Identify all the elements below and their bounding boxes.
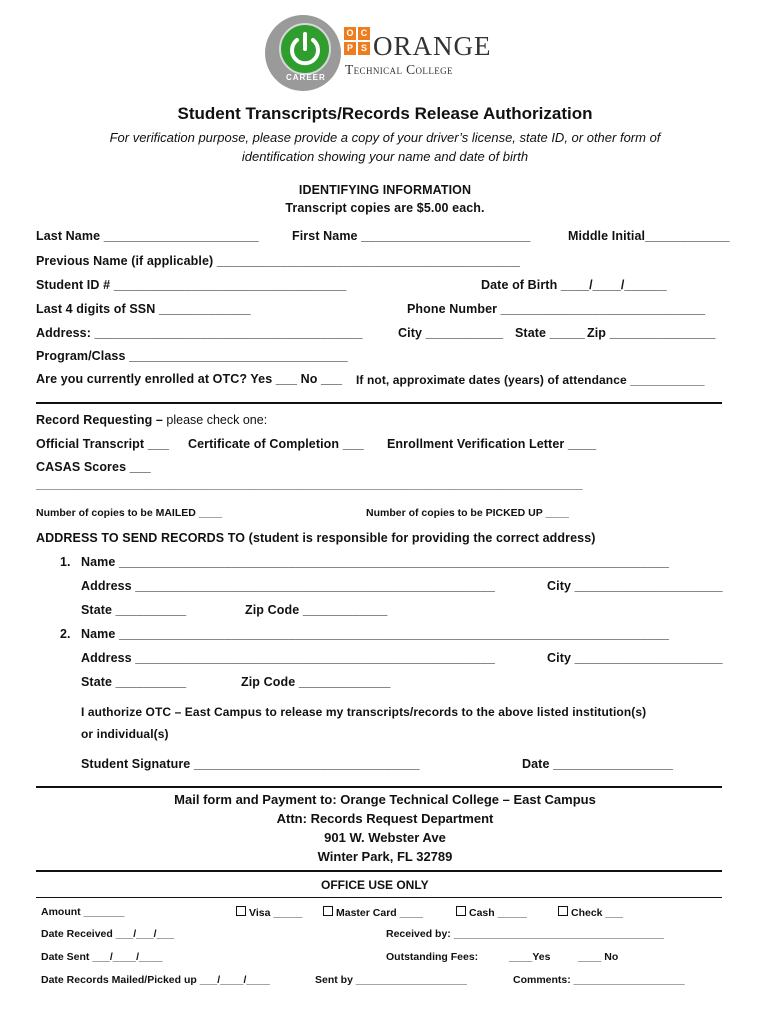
recipient-1-state[interactable]: State __________ (81, 603, 187, 617)
fees-yes-option[interactable]: ____Yes (509, 951, 551, 963)
phone-field[interactable]: Phone Number _____________________________ (407, 302, 706, 316)
visa-option[interactable]: Visa _____ (236, 906, 303, 919)
cash-checkbox[interactable] (456, 906, 466, 916)
date-received-field[interactable]: Date Received ___/___/___ (41, 928, 175, 940)
copies-picked-up-field[interactable]: Number of copies to be PICKED UP ____ (366, 507, 569, 519)
zip-field[interactable]: Zip _______________ (587, 326, 716, 340)
date-sent-field[interactable]: Date Sent ___/____/____ (41, 951, 163, 963)
dob-field[interactable]: Date of Birth ____/____/______ (481, 278, 667, 292)
student-id-field[interactable]: Student ID # _________________________________ (36, 278, 347, 292)
master-card-checkbox[interactable] (323, 906, 333, 916)
received-by-field[interactable]: Received by: ____________________________________ (386, 928, 664, 940)
comments-field[interactable]: Comments: ___________________ (513, 974, 685, 986)
recipient-2-address[interactable]: Address ___________________________________________________ (81, 651, 495, 665)
section-divider (36, 870, 722, 872)
check-checkbox[interactable] (558, 906, 568, 916)
address-field[interactable]: Address: ______________________________________ (36, 326, 363, 340)
student-signature-field[interactable]: Student Signature ________________________________ (81, 757, 420, 771)
authorization-text-1: I authorize OTC – East Campus to release my transcripts/records to the above listed institution(s) (81, 705, 647, 719)
recipient-1-address[interactable]: Address ___________________________________________________ (81, 579, 495, 593)
mail-line-4: Winter Park, FL 32789 (317, 849, 453, 864)
address-section-heading: ADDRESS TO SEND RECORDS TO (student is responsible for providing the correct address) (36, 531, 596, 545)
enrolled-question[interactable]: Are you currently enrolled at OTC? Yes ___ No ___ (36, 372, 343, 386)
recipient-1-name[interactable]: Name ______________________________________________________________________________ (81, 555, 670, 569)
subtitle-line-1: For verification purpose, please provide a copy of your driver’s license, state ID, or other form of (109, 130, 661, 145)
outstanding-fees-label: Outstanding Fees: (386, 951, 479, 963)
certificate-option[interactable]: Certificate of Completion ___ (188, 437, 364, 451)
visa-checkbox[interactable] (236, 906, 246, 916)
ssn-field[interactable]: Last 4 digits of SSN _____________ (36, 302, 251, 316)
enrollment-letter-option[interactable]: Enrollment Verification Letter ____ (387, 437, 597, 451)
item-number-1: 1. (60, 555, 71, 569)
logo-career-text: CAREER (286, 73, 326, 82)
recipient-2-state[interactable]: State __________ (81, 675, 187, 689)
first-name-field[interactable]: First Name ________________________ (292, 229, 531, 243)
section-divider (36, 786, 722, 788)
program-field[interactable]: Program/Class _______________________________ (36, 349, 348, 363)
middle-initial-field[interactable]: Middle Initial____________ (568, 229, 730, 243)
attendance-field[interactable]: If not, approximate dates (years) of attendance ___________ (356, 373, 705, 387)
sent-by-field[interactable]: Sent by ___________________ (315, 974, 467, 986)
recipient-1-city[interactable]: City _____________________ (547, 579, 723, 593)
date-mailed-field[interactable]: Date Records Mailed/Picked up ___/____/____ (41, 974, 270, 986)
recipient-2-name[interactable]: Name ______________________________________________________________________________ (81, 627, 670, 641)
office-use-heading: OFFICE USE ONLY (321, 878, 429, 892)
mail-line-3: 901 W. Webster Ave (324, 830, 446, 845)
state-field[interactable]: State _____ (515, 326, 585, 340)
price-note: Transcript copies are $5.00 each. (285, 201, 485, 215)
amount-field[interactable]: Amount _______ (41, 906, 125, 918)
ocps-logo: O C P S (344, 27, 370, 55)
mail-line-2: Attn: Records Request Department (276, 811, 494, 826)
check-option[interactable]: Check ___ (558, 906, 623, 919)
authorization-text-2: or individual(s) (81, 727, 169, 741)
extra-line[interactable]: __________________________________________________________________________________________ (36, 479, 583, 491)
subtitle-line-2: identification showing your name and date of birth (241, 149, 529, 164)
city-field[interactable]: City ___________ (398, 326, 504, 340)
item-number-2: 2. (60, 627, 71, 641)
college-subname: Technical College (345, 62, 453, 77)
casas-option[interactable]: CASAS Scores ___ (36, 460, 151, 474)
page-title: Student Transcripts/Records Release Authorization (177, 104, 593, 123)
mail-line-1: Mail form and Payment to: Orange Technical College – East Campus (174, 792, 596, 807)
career-logo (265, 15, 341, 91)
copies-mailed-field[interactable]: Number of copies to be MAILED ____ (36, 507, 223, 519)
record-requesting-heading: Record Requesting – please check one: (36, 413, 268, 427)
section-divider (36, 897, 722, 898)
recipient-1-zip[interactable]: Zip Code ____________ (245, 603, 388, 617)
master-card-option[interactable]: Master Card ____ (323, 906, 423, 919)
college-name: ORANGE (373, 31, 492, 61)
power-icon (279, 23, 331, 75)
identifying-heading: IDENTIFYING INFORMATION (298, 183, 472, 197)
signature-date-field[interactable]: Date _________________ (522, 757, 673, 771)
last-name-field[interactable]: Last Name ______________________ (36, 229, 259, 243)
recipient-2-zip[interactable]: Zip Code _____________ (241, 675, 391, 689)
official-transcript-option[interactable]: Official Transcript ___ (36, 437, 169, 451)
fees-no-option[interactable]: ____ No (578, 951, 619, 963)
previous-name-field[interactable]: Previous Name (if applicable) ___________________________________________ (36, 254, 521, 268)
recipient-2-city[interactable]: City _____________________ (547, 651, 723, 665)
section-divider (36, 402, 722, 404)
cash-option[interactable]: Cash _____ (456, 906, 527, 919)
